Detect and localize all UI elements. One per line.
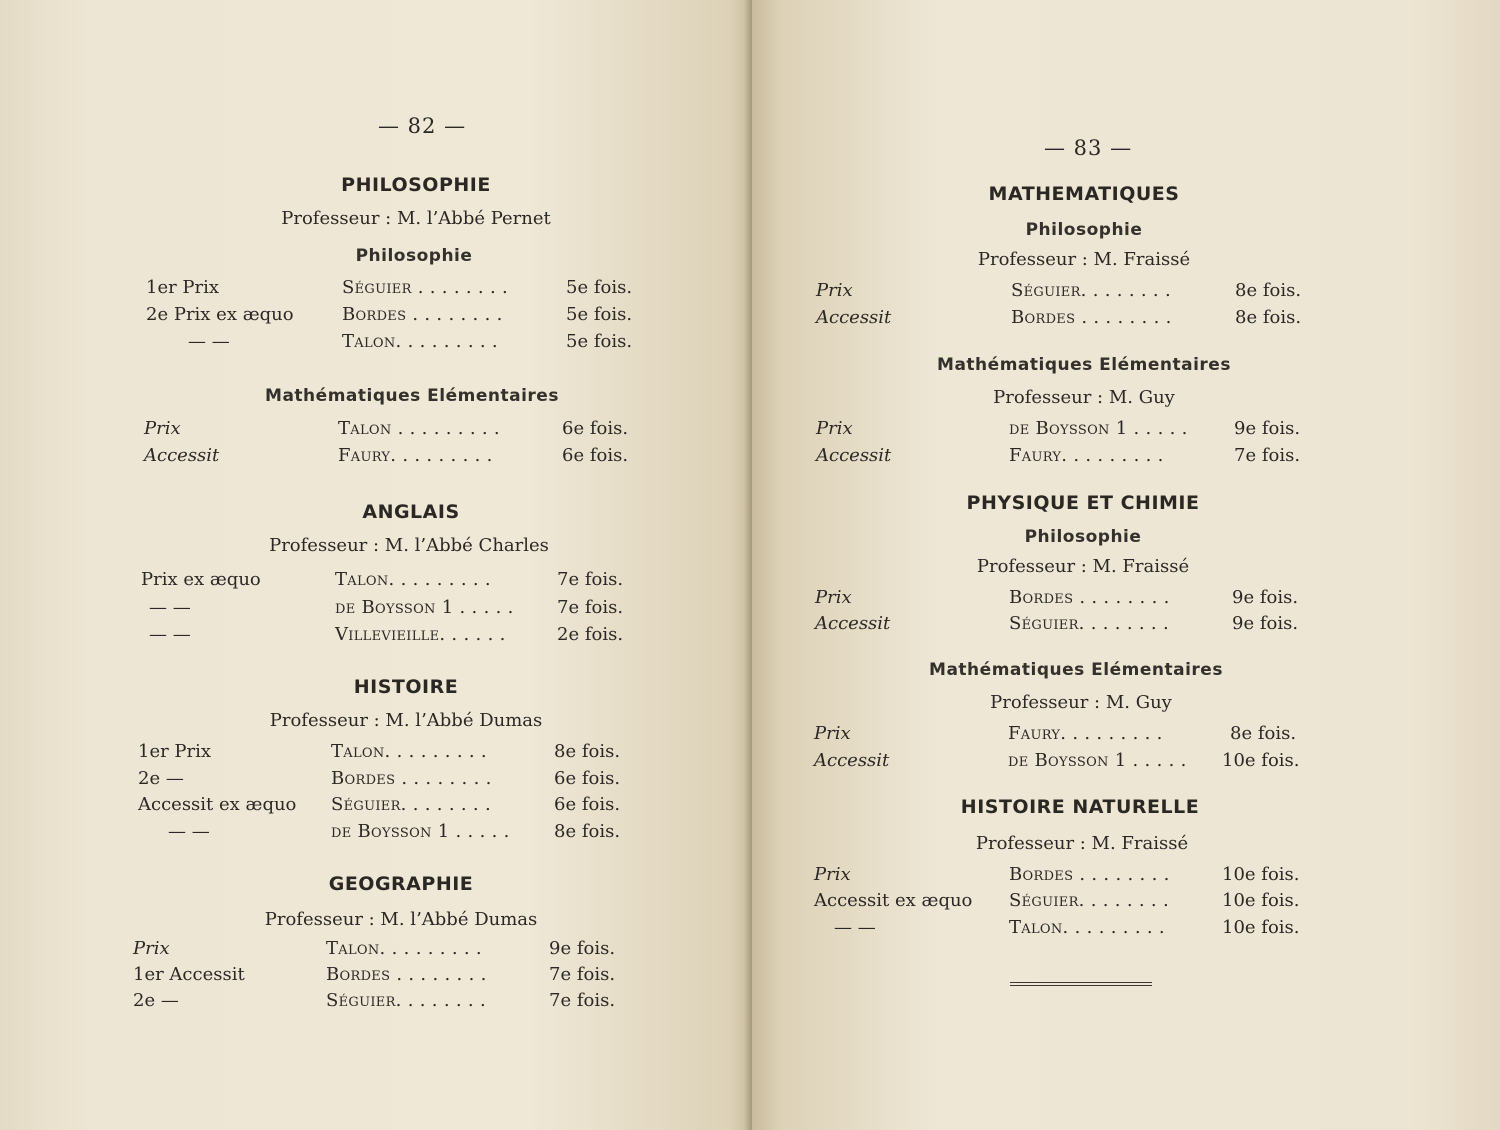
list-item xyxy=(814,917,1314,941)
award-count: 8e fois. xyxy=(1235,280,1302,301)
subsection-heading: Mathématiques Elémentaires xyxy=(929,660,1223,680)
professor-line: Professeur : M. l’Abbé Charles xyxy=(269,535,549,556)
award-label: Accessit ex æquo xyxy=(814,890,973,911)
list-item xyxy=(146,331,636,355)
list-item xyxy=(814,723,1314,747)
award-count: 8e fois. xyxy=(1230,723,1297,744)
award-count: 7e fois. xyxy=(1234,445,1301,466)
award-count: 5e fois. xyxy=(566,331,633,352)
award-count: 10e fois. xyxy=(1222,890,1300,911)
student-name: Talon. . . . . . . . . xyxy=(326,938,482,959)
award-count: 5e fois. xyxy=(566,277,633,298)
student-name: Faury. . . . . . . . . xyxy=(1008,723,1163,744)
award-label: Accessit xyxy=(816,445,892,466)
student-name: Talon . . . . . . . . . xyxy=(338,418,500,439)
award-label: 1er Accessit xyxy=(133,964,245,985)
list-item xyxy=(144,445,634,469)
list-item xyxy=(146,277,636,301)
student-name: Séguier. . . . . . . . xyxy=(331,794,491,815)
professor-line: Professeur : M. Guy xyxy=(990,692,1172,713)
professor-line: Professeur : M. l’Abbé Pernet xyxy=(281,208,551,229)
subsection-heading: Philosophie xyxy=(355,246,473,266)
award-count: 6e fois. xyxy=(562,418,629,439)
award-label: — — xyxy=(188,331,230,352)
award-count: 9e fois. xyxy=(1232,613,1299,634)
student-name: Séguier . . . . . . . . xyxy=(342,277,509,298)
award-label: — — xyxy=(149,624,191,645)
list-item xyxy=(133,990,623,1014)
professor-line: Professeur : M. Guy xyxy=(993,387,1175,408)
student-name: Talon. . . . . . . . . xyxy=(331,741,487,762)
professor-line: Professeur : M. l’Abbé Dumas xyxy=(264,909,538,930)
student-name: Talon. . . . . . . . . xyxy=(342,331,498,352)
list-item xyxy=(815,613,1315,637)
subsection-heading: Mathématiques Elémentaires xyxy=(265,386,559,406)
award-count: 7e fois. xyxy=(549,964,616,985)
award-count: 6e fois. xyxy=(554,768,621,789)
award-label: Prix xyxy=(816,280,853,301)
list-item xyxy=(815,587,1315,611)
award-count: 9e fois. xyxy=(1232,587,1299,608)
list-item xyxy=(816,445,1316,469)
student-name: de Boysson 1 . . . . . xyxy=(335,597,514,618)
student-name: Séguier. . . . . . . . xyxy=(1011,280,1171,301)
list-item xyxy=(144,418,634,442)
award-count: 8e fois. xyxy=(554,741,621,762)
list-item xyxy=(141,597,631,621)
award-label: Accessit xyxy=(816,307,892,328)
student-name: Bordes . . . . . . . . xyxy=(1009,587,1170,608)
list-item xyxy=(141,569,631,593)
student-name: Talon. . . . . . . . . xyxy=(1009,917,1165,938)
student-name: Talon. . . . . . . . . xyxy=(335,569,491,590)
list-item xyxy=(816,418,1316,442)
award-count: 7e fois. xyxy=(557,597,624,618)
subsection-heading: Philosophie xyxy=(1025,220,1143,240)
section-heading: GEOGRAPHIE xyxy=(328,873,474,895)
student-name: Bordes . . . . . . . . xyxy=(342,304,503,325)
award-count: 9e fois. xyxy=(549,938,616,959)
award-label: Prix xyxy=(814,864,851,885)
list-item xyxy=(816,307,1316,331)
award-count: 8e fois. xyxy=(1235,307,1302,328)
list-item xyxy=(138,741,628,765)
award-count: 10e fois. xyxy=(1222,750,1300,771)
list-item xyxy=(133,938,623,962)
student-name: Bordes . . . . . . . . xyxy=(1009,864,1170,885)
subsection-heading: Philosophie xyxy=(1024,527,1142,547)
student-name: Séguier. . . . . . . . xyxy=(1009,613,1169,634)
professor-line: Professeur : M. l’Abbé Dumas xyxy=(269,710,543,731)
award-label: — — xyxy=(168,821,210,842)
section-heading: PHYSIQUE ET CHIMIE xyxy=(966,492,1200,514)
student-name: Séguier. . . . . . . . xyxy=(326,990,486,1011)
student-name: de Boysson 1 . . . . . xyxy=(1009,418,1188,439)
section-heading: ANGLAIS xyxy=(362,501,460,523)
student-name: Faury. . . . . . . . . xyxy=(338,445,493,466)
award-label: 2e — xyxy=(138,768,184,789)
award-label: Accessit ex æquo xyxy=(138,794,297,815)
award-label: Prix xyxy=(814,723,851,744)
list-item xyxy=(138,768,628,792)
award-label: 1er Prix xyxy=(146,277,220,298)
award-label: Prix xyxy=(144,418,181,439)
award-label: 2e Prix ex æquo xyxy=(146,304,294,325)
award-count: 6e fois. xyxy=(554,794,621,815)
award-count: 2e fois. xyxy=(557,624,624,645)
award-count: 9e fois. xyxy=(1234,418,1301,439)
list-item xyxy=(814,750,1314,774)
section-heading: MATHEMATIQUES xyxy=(988,183,1180,205)
student-name: Séguier. . . . . . . . xyxy=(1009,890,1169,911)
award-label: Prix xyxy=(815,587,852,608)
page-number: — 83 — xyxy=(1044,136,1133,160)
student-name: Villevieille. . . . . . xyxy=(335,624,506,645)
award-count: 6e fois. xyxy=(562,445,629,466)
list-item xyxy=(138,821,628,845)
professor-line: Professeur : M. Fraissé xyxy=(977,249,1191,270)
page-number: — 82 — xyxy=(378,114,467,138)
student-name: de Boysson 1 . . . . . xyxy=(1008,750,1187,771)
list-item xyxy=(141,624,631,648)
award-label: Accessit xyxy=(814,750,890,771)
award-count: 10e fois. xyxy=(1222,917,1300,938)
award-count: 7e fois. xyxy=(549,990,616,1011)
award-count: 7e fois. xyxy=(557,569,624,590)
student-name: Bordes . . . . . . . . xyxy=(331,768,492,789)
award-label: Accessit xyxy=(815,613,891,634)
list-item xyxy=(146,304,636,328)
award-label: Prix xyxy=(133,938,170,959)
student-name: Bordes . . . . . . . . xyxy=(1011,307,1172,328)
right-page xyxy=(752,0,1500,1130)
award-label: — — xyxy=(149,597,191,618)
subsection-heading: Mathématiques Elémentaires xyxy=(937,355,1231,375)
award-count: 5e fois. xyxy=(566,304,633,325)
section-heading: PHILOSOPHIE xyxy=(341,174,491,196)
award-label: 2e — xyxy=(133,990,179,1011)
list-item xyxy=(814,864,1314,888)
award-count: 10e fois. xyxy=(1222,864,1300,885)
student-name: Bordes . . . . . . . . xyxy=(326,964,487,985)
list-item xyxy=(814,890,1314,914)
list-item xyxy=(816,280,1316,304)
award-label: — — xyxy=(834,917,876,938)
award-label: 1er Prix xyxy=(138,741,212,762)
section-heading: HISTOIRE xyxy=(353,676,459,698)
award-label: Accessit xyxy=(144,445,220,466)
list-item xyxy=(133,964,623,988)
student-name: de Boysson 1 . . . . . xyxy=(331,821,510,842)
section-heading: HISTOIRE NATURELLE xyxy=(960,796,1200,818)
award-label: Prix xyxy=(816,418,853,439)
list-item xyxy=(138,794,628,818)
award-label: Prix ex æquo xyxy=(141,569,261,590)
professor-line: Professeur : M. Fraissé xyxy=(976,556,1190,577)
student-name: Faury. . . . . . . . . xyxy=(1009,445,1164,466)
professor-line: Professeur : M. Fraissé xyxy=(975,833,1189,854)
closing-rule xyxy=(1010,982,1152,986)
award-count: 8e fois. xyxy=(554,821,621,842)
